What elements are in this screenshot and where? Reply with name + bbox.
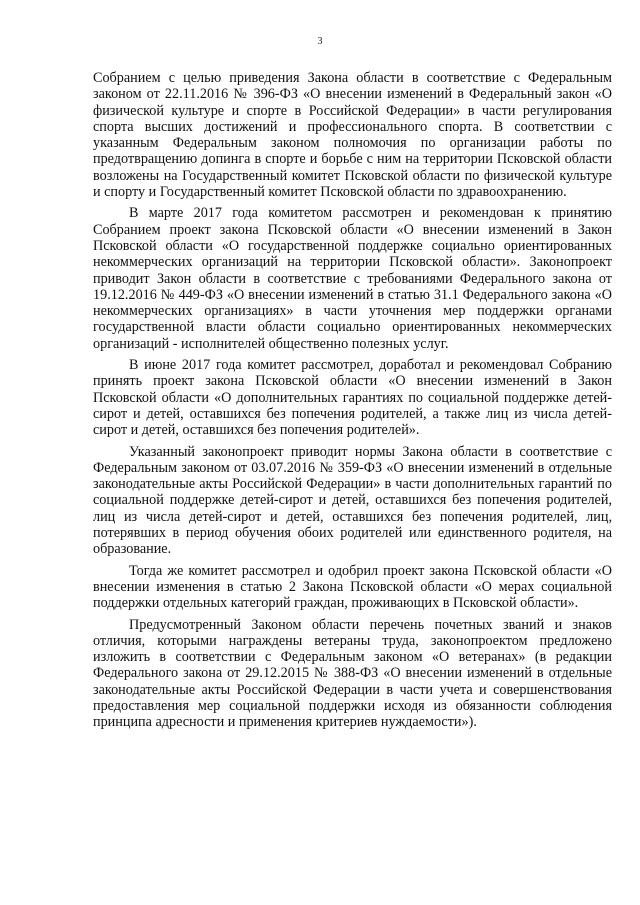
paragraph-2: В марте 2017 года комитетом рассмотрен и рекомендован к принятию Собранием проект закона Псковской области «О внесении изменений в Закон Псковской области «О государственной поддержке социально ориентированных некоммерческих организаций на территории Псковской области». Законопроект приводит Закон области в соответствие с требованиями Федерального закона от 19.12.2016 № 449-ФЗ «О внесении изменений в статью 31.1 Федерального закона «О некоммерческих организациях» в части уточнения мер поддержки органами государственной власти области социально ориентированных некоммерческих организаций - исполнителей общественно полезных услуг. (93, 205, 612, 352)
paragraph-4: Указанный законопроект приводит нормы Закона области в соответствие с Федеральным законом от 03.07.2016 № 359-ФЗ «О внесении изменений в отдельные законодательные акты Российской Федерации» в части дополнительных гарантий по социальной поддержке детей-сирот и детей, оставшихся без попечения родителей, лиц из числа детей-сирот и детей, оставшихся без попечения родителей, лиц, потерявших в период обучения обоих родителей или единственного родителя, на образование. (93, 443, 612, 558)
paragraph-6: Предусмотренный Законом области перечень почетных званий и знаков отличия, которыми награждены ветераны труда, законопроектом предложено изложить в соответствии с Федеральным законом «О ветеранах» (в редакции Федерального закона от 29.12.2015 № 388-ФЗ «О внесении изменений в отдельные законодательные акты Российской Федерации в части учета и совершенствования предоставления мер социальной поддержки исходя из обязанности соблюдения принципа адресности и применения критериев нуждаемости»). (93, 616, 612, 731)
paragraph-3: В июне 2017 года комитет рассмотрел, доработал и рекомендовал Собранию принять проект закона Псковской области «О внесении изменений в Закон Псковской области «О дополнительных гарантиях по социальной поддержке детей-сирот и детей, оставшихся без попечения родителей, а также лиц из числа детей-сирот и детей, оставшихся без попечения родителей». (93, 357, 612, 439)
paragraph-1: Собранием с целью приведения Закона области в соответствие с Федеральным законом от 22.11.2016 № 396-ФЗ «О внесении изменений в Федеральный закон «О физической культуре и спорте в Российской Федерации» в части регулирования спорта высших достижений и профессионального спорта. В соответствии с указанным Федеральным законом полномочия по организации работы по предотвращению допинга в спорте и борьбе с ним на территории Псковской области возложены на Государственный комитет Псковской области по физической культуре и спорту и Государственный комитет Псковской области по здравоохранению. (93, 70, 612, 201)
page-number: 3 (317, 36, 323, 47)
document-body (93, 70, 612, 736)
paragraph-5: Тогда же комитет рассмотрел и одобрил проект закона Псковской области «О внесении изменения в статью 2 Закона Псковской области «О мерах социальной поддержки отдельных категорий граждан, проживающих в Псковской области». (93, 562, 612, 612)
